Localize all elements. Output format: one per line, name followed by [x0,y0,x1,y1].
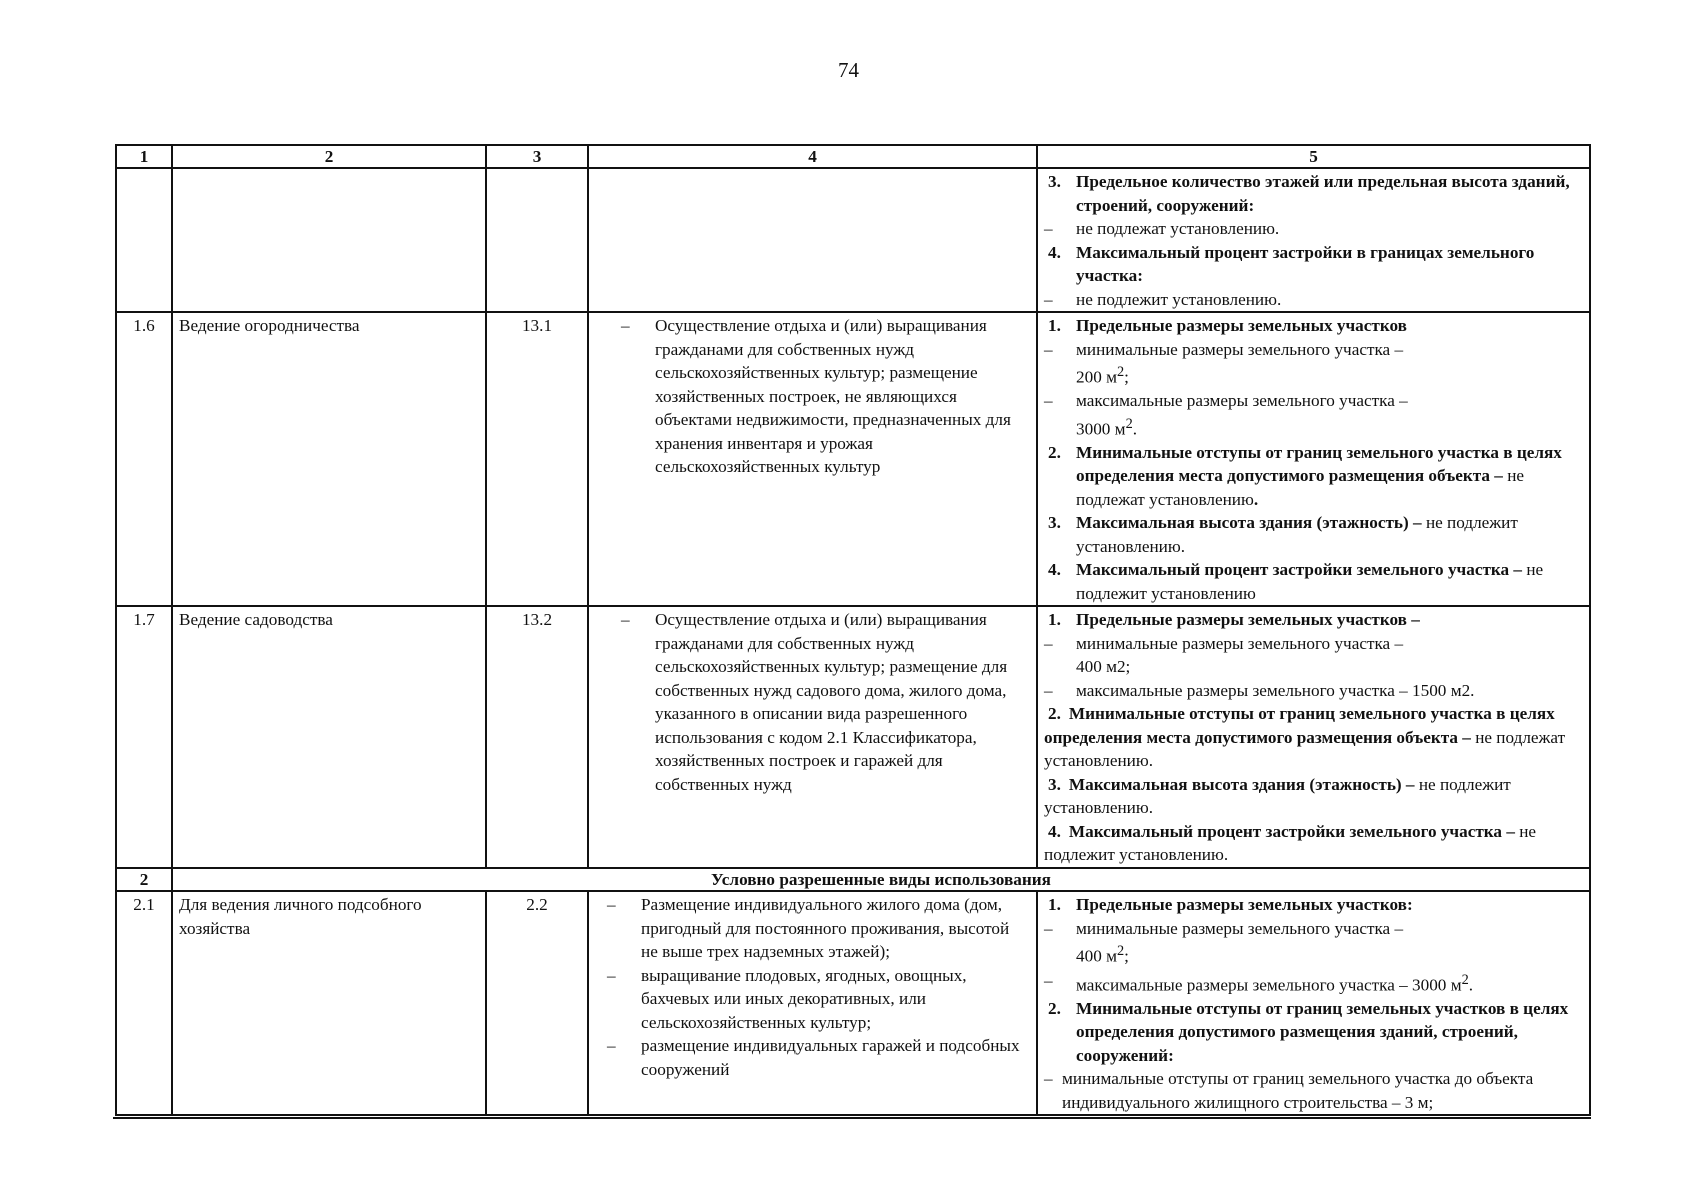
param-item [1044,389,1583,441]
table-row-1-7 [116,606,1590,868]
param-item [1044,632,1583,679]
land-use-table [115,144,1591,1116]
superscript: 2 [1116,943,1125,960]
table-row-2-1 [116,891,1590,1115]
continued-desc-cell [588,168,1037,312]
param-item [1044,893,1583,917]
use-type-name: Для ведения личного подсобного хозяйства [172,891,486,1115]
param-number: 4. [1048,560,1061,580]
param-number: 4. [1048,242,1061,262]
param-heading: Минимальные отступы от границ земельных участков в целях определения допустимого размещения зданий, строений, сооружений: [1076,998,1569,1065]
param-item [1044,997,1583,1068]
continued-name-cell [172,168,486,312]
param-number: 1. [1048,895,1061,915]
use-type-code: 13.1 [486,312,588,606]
param-item [1044,917,1583,969]
use-type-name: Ведение огородничества [172,312,486,606]
param-value: не подлежит установлению. [1044,821,1537,865]
param-value: 400 м [1076,947,1117,967]
param-number: 2. [1048,704,1061,724]
parameters-cell [1037,312,1590,606]
param-item [1044,314,1583,338]
parameters-cell [1037,891,1590,1115]
use-description [588,312,1037,606]
superscript: 2 [1461,971,1469,988]
description-item: – Размещение индивидуального жилого дома (дом, пригодный для постоянного проживания, высотой не выше трех надземных этажей); [595,893,1030,964]
dash-marker: – [1044,289,1053,309]
param-number: 1. [1048,316,1061,335]
param-heading: Максимальный процент застройки в границах земельного участка: [1076,242,1535,285]
param-value: максимальные размеры земельного участка – [1076,391,1408,411]
section-number: 2 [116,868,172,891]
description-item: – Осуществление отдыха и (или) выращивания гражданами для собственных нужд сельскохозяйственных культур; размещение для собственных нужд садового дома, жилого дома, указанного в описании вида разрешенного использования с кодом 2.1 Классификатора, хозяйственных построек и гаражей для собственных нужд [595,608,1030,796]
punctuation: . [1132,419,1138,439]
dash-marker: – [1044,1069,1053,1089]
superscript: 2 [1116,364,1125,380]
punctuation: ; [1124,367,1129,387]
description-item: – Осуществление отдыха и (или) выращивания гражданами для собственных нужд сельскохозяйственных культур; размещение хозяйственных построек, не являющихся объектами недвижимости, предназначенных для хранения инвентаря и урожая сельскохозяйственных культур [595,314,1030,479]
dash-marker: – [1044,970,1053,990]
param-value: максимальные размеры земельного участка – 1500 м2. [1076,680,1475,700]
header-col-3: 3 [486,145,588,168]
punctuation: ; [1124,947,1129,967]
punctuation: . [1468,975,1474,995]
page-number: 74 [838,58,859,82]
section-title: Условно разрешенные виды использования [172,868,1590,891]
param-number: 1. [1048,610,1061,630]
dash-marker: – [1044,339,1053,359]
header-row [116,145,1590,168]
param-item [1044,679,1583,703]
param-number: 3. [1048,774,1061,794]
param-value: не подлежат установлению [1076,466,1525,509]
description-item: – размещение индивидуальных гаражей и подсобных сооружений [595,1034,1030,1081]
dash-marker: – [1044,680,1053,700]
param-value: 200 м [1076,367,1117,387]
param-item [1044,288,1583,312]
continued-code-cell [486,168,588,312]
param-value: не подлежат установлению. [1076,219,1280,238]
header-col-2: 2 [172,145,486,168]
param-value: максимальные размеры земельного участка – 3000 м [1076,975,1462,995]
param-value: минимальные размеры земельного участка – [1076,339,1404,359]
header-col-1: 1 [116,145,172,168]
param-heading: Предельные размеры земельных участков [1076,316,1407,335]
header-col-4: 4 [588,145,1037,168]
param-item [1044,608,1583,632]
param-heading: Максимальный процент застройки земельного участка – [1076,560,1523,580]
param-heading: Предельные размеры земельных участков: [1076,895,1413,915]
param-heading: Предельные размеры земельных участков – [1076,610,1420,630]
param-item [1044,511,1583,558]
param-heading: Максимальный процент застройки земельного участка – [1068,821,1515,841]
row-number: 1.7 [116,606,172,868]
param-heading: Минимальные отступы от границ земельного участка в целях определения места допустимого размещения объекта – [1044,704,1555,747]
dash-marker: – [1044,219,1053,238]
param-item [1044,241,1583,288]
param-number: 2. [1048,442,1061,462]
param-value: не подлежит установлению. [1076,289,1282,309]
param-number: 3. [1048,172,1061,191]
param-heading: Максимальная высота здания (этажность) – [1068,774,1415,794]
param-item [1044,170,1583,217]
param-item [1044,338,1583,390]
param-value: 3000 м [1076,419,1126,439]
punctuation: . [1253,489,1259,509]
use-description [588,606,1037,868]
param-value: не подлежит установлению. [1076,513,1518,556]
param-item [1044,217,1583,241]
use-type-code: 2.2 [486,891,588,1115]
superscript: 2 [1125,415,1133,432]
param-item [1044,702,1583,773]
continued-params-cell [1037,168,1590,312]
param-number: 2. [1048,998,1061,1018]
row-number: 1.6 [116,312,172,606]
param-item [1044,558,1583,605]
param-number: 4. [1048,821,1061,841]
param-value: 400 м2; [1076,657,1131,677]
section-row-2 [116,868,1590,891]
param-value: не подлежит установлению [1076,560,1544,603]
dash-marker: – [1044,633,1053,653]
param-item [1044,773,1583,820]
use-description [588,891,1037,1115]
param-value: минимальные размеры земельного участка – [1076,918,1404,938]
param-value: минимальные размеры земельного участка – [1076,633,1404,653]
param-item [1044,969,1583,997]
header-col-5: 5 [1037,145,1590,168]
dash-marker: – [1044,391,1053,411]
param-heading: Предельное количество этажей или предельная высота зданий, строений, сооружений: [1076,172,1570,215]
param-value: не подлежат установлению. [1044,727,1566,771]
param-heading: Максимальная высота здания (этажность) – [1076,513,1422,533]
parameters-cell [1037,606,1590,868]
param-value: не подлежит установлению. [1044,774,1511,818]
row-number: 2.1 [116,891,172,1115]
param-item [1044,441,1583,512]
use-type-name: Ведение садоводства [172,606,486,868]
param-number: 3. [1048,513,1061,533]
dash-marker: – [1044,918,1053,938]
table-row-1-6 [116,312,1590,606]
param-item [1044,820,1583,867]
param-value: минимальные отступы от границ земельного участка до объекта индивидуального жилищного строительства – 3 м; [1062,1069,1534,1112]
table-row-continued [116,168,1590,312]
description-item: – выращивание плодовых, ягодных, овощных, бахчевых или иных декоративных, или сельскохозяйственных культур; [595,964,1030,1035]
param-heading: Минимальные отступы от границ земельного участка в целях определения места допустимого размещения объекта – [1076,442,1562,486]
use-type-code: 13.2 [486,606,588,868]
footer-rule [113,1117,1591,1119]
param-item [1044,1067,1583,1114]
continued-num-cell [116,168,172,312]
